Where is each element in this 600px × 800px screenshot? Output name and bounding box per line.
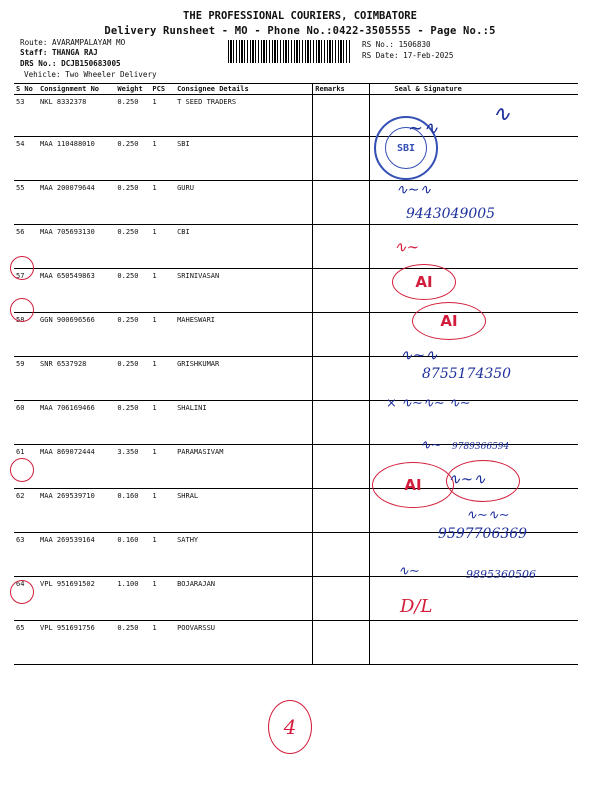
- cell-pcs: 1: [150, 95, 175, 137]
- cell-weight: 0.250: [115, 181, 150, 225]
- signature-scribble-55: ∿∼∿: [396, 182, 432, 198]
- cell-pcs: 1: [150, 225, 175, 269]
- cell-pcs: 1: [150, 533, 175, 577]
- cell-pcs: 1: [150, 269, 175, 313]
- cell-sno: 53: [14, 95, 38, 137]
- cell-weight: 0.160: [115, 489, 150, 533]
- cell-pcs: 1: [150, 577, 175, 621]
- cell-consignee: POOVARSSU: [175, 621, 313, 665]
- signature-scribble-59: ∿∼∿: [400, 346, 438, 364]
- signature-scribble-57: ∿∼: [394, 238, 420, 256]
- signature-scribble-62: ∿∼∿: [448, 470, 486, 488]
- red-mark-65: D/L: [400, 596, 433, 617]
- cell-consignment: VPL 951691756: [38, 621, 115, 665]
- cell-remarks: [313, 269, 370, 313]
- cell-consignee: SBI: [175, 137, 313, 181]
- cell-remarks: [313, 181, 370, 225]
- handwritten-phone-64: 9895360506: [466, 568, 536, 581]
- drs-label: DRS No.:: [20, 59, 57, 68]
- red-mark-62: AI: [372, 462, 454, 508]
- row-circle-57: [10, 256, 34, 280]
- handwritten-phone-55: 9443049005: [406, 206, 496, 222]
- table-row: [14, 269, 578, 313]
- cell-consignee: MAHESWARI: [175, 313, 313, 357]
- route-value: AVARAMPALAYAM MO: [52, 38, 126, 47]
- cell-weight: 0.250: [115, 401, 150, 445]
- cell-sno: 55: [14, 181, 38, 225]
- runsheet-subtitle: Delivery Runsheet - MO - Phone No.:0422-3505555 - Page No.:5: [104, 25, 496, 37]
- cell-consignee: SHRAL: [175, 489, 313, 533]
- cell-consignment: MAA 200079644: [38, 181, 115, 225]
- cell-consignee: BOJARAJAN: [175, 577, 313, 621]
- cell-consignment: MAA 110488010: [38, 137, 115, 181]
- handwritten-phone-62: 9789366594: [452, 442, 510, 452]
- cell-sno: 60: [14, 401, 38, 445]
- company-title: THE PROFESSIONAL COURIERS, COIMBATORE: [183, 10, 417, 22]
- cell-consignment: GGN 900696566: [38, 313, 115, 357]
- cell-sno: 61: [14, 445, 38, 489]
- cell-sno: 62: [14, 489, 38, 533]
- row-circle-62: [10, 458, 34, 482]
- table-row: [14, 577, 578, 621]
- cell-weight: 0.250: [115, 621, 150, 665]
- row-circle-58: [10, 298, 34, 322]
- red-mark-58: AI: [412, 302, 486, 340]
- col-consignment: Consignment No: [38, 84, 115, 95]
- cell-sno: 54: [14, 137, 38, 181]
- cell-sno: 57: [14, 269, 38, 313]
- table-header-row: [14, 84, 578, 95]
- cell-consignment: MAA 706169466: [38, 401, 115, 445]
- cell-consignment: MAA 650549863: [38, 269, 115, 313]
- route-line: [20, 38, 125, 47]
- vehicle-label: Vehicle:: [24, 70, 61, 79]
- cell-consignee: SHALINI: [175, 401, 313, 445]
- cell-remarks: [313, 577, 370, 621]
- cell-consignment: MAA 269539164: [38, 533, 115, 577]
- table-row: [14, 401, 578, 445]
- cell-weight: 0.250: [115, 95, 150, 137]
- cell-weight: 0.250: [115, 269, 150, 313]
- cell-consignee: CBI: [175, 225, 313, 269]
- vehicle-line: [24, 70, 157, 79]
- handwritten-phone-63: 9597706369: [438, 526, 528, 542]
- cell-consignee: GURU: [175, 181, 313, 225]
- cell-pcs: 1: [150, 401, 175, 445]
- cell-weight: 0.250: [115, 137, 150, 181]
- cell-consignee: T SEED TRADERS: [175, 95, 313, 137]
- rs-date-value: 17-Feb-2025: [403, 51, 454, 60]
- page-number-circle: 4: [268, 700, 312, 754]
- cell-remarks: [313, 357, 370, 401]
- row-circle-65: [10, 580, 34, 604]
- rs-no-value: 1506830: [398, 40, 431, 49]
- cell-sno: 56: [14, 225, 38, 269]
- signature-scribble-63: ∿∼∿∼: [466, 508, 510, 523]
- cell-sno: 64: [14, 577, 38, 621]
- cell-remarks: [313, 225, 370, 269]
- cell-sno: 59: [14, 357, 38, 401]
- table-row: [14, 313, 578, 357]
- red-mark-57: AI: [392, 264, 456, 300]
- cell-weight: 3.350: [115, 445, 150, 489]
- cell-sno: 58: [14, 313, 38, 357]
- cell-consignment: VPL 951691502: [38, 577, 115, 621]
- cell-remarks: [313, 95, 370, 137]
- staff-label: Staff:: [20, 48, 48, 57]
- cell-weight: 0.250: [115, 357, 150, 401]
- cell-weight: 0.160: [115, 533, 150, 577]
- staff-value: THANGA RAJ: [52, 48, 98, 57]
- signature-scribble-53b: ∿: [492, 102, 511, 127]
- vehicle-value: Two Wheeler Delivery: [65, 70, 157, 79]
- cell-pcs: 1: [150, 621, 175, 665]
- drs-value: DCJB150683005: [61, 59, 121, 68]
- cell-pcs: 1: [150, 313, 175, 357]
- cell-consignment: SNR 6537928: [38, 357, 115, 401]
- cell-consignee: PARAMASIVAM: [175, 445, 313, 489]
- cell-remarks: [313, 445, 370, 489]
- col-signature: Seal & Signature: [370, 84, 578, 95]
- cell-consignment: MAA 869072444: [38, 445, 115, 489]
- rs-date-label: RS Date:: [362, 51, 399, 60]
- barcode: [228, 40, 350, 63]
- cell-remarks: [313, 533, 370, 577]
- col-weight: Weight: [115, 84, 150, 95]
- cell-pcs: 1: [150, 181, 175, 225]
- signature-scribble-53: ∼∿: [408, 118, 439, 139]
- drs-line: [20, 59, 121, 68]
- signature-scribble-64: ∿∼: [398, 564, 420, 579]
- cell-remarks: [313, 313, 370, 357]
- cell-remarks: [313, 621, 370, 665]
- col-consignee: Consignee Details: [175, 84, 313, 95]
- cell-consignment: NKL 8332378: [38, 95, 115, 137]
- cell-sno: 63: [14, 533, 38, 577]
- cell-consignee: SATHY: [175, 533, 313, 577]
- rs-no-line: [362, 40, 431, 49]
- cell-pcs: 1: [150, 137, 175, 181]
- route-label: Route:: [20, 38, 48, 47]
- col-remarks: Remarks: [313, 84, 370, 95]
- col-sno: S No: [14, 84, 38, 95]
- bank-seal-inner: SBI: [385, 127, 427, 169]
- cell-pcs: 1: [150, 445, 175, 489]
- cell-remarks: [313, 401, 370, 445]
- signature-scribble-61: ∿∼: [420, 438, 442, 453]
- cell-weight: 1.100: [115, 577, 150, 621]
- cell-consignee: GRISHKUMAR: [175, 357, 313, 401]
- cell-weight: 0.250: [115, 225, 150, 269]
- col-pcs: PCS: [150, 84, 175, 95]
- table-row: [14, 137, 578, 181]
- signature-scribble-60: × ∿∼∿∼ ∿∼: [386, 396, 471, 411]
- cell-consignment: MAA 705693130: [38, 225, 115, 269]
- handwritten-phone-59: 8755174350: [422, 366, 512, 382]
- cell-pcs: 1: [150, 489, 175, 533]
- red-oval-62: [446, 460, 520, 502]
- cell-remarks: [313, 489, 370, 533]
- rs-date-line: [362, 51, 453, 60]
- rs-no-label: RS No.:: [362, 40, 395, 49]
- cell-sno: 65: [14, 621, 38, 665]
- cell-pcs: 1: [150, 357, 175, 401]
- cell-consignee: SRINIVASAN: [175, 269, 313, 313]
- cell-signature: [370, 621, 578, 665]
- cell-remarks: [313, 137, 370, 181]
- cell-weight: 0.250: [115, 313, 150, 357]
- table-row: [14, 621, 578, 665]
- staff-line: [20, 48, 98, 57]
- cell-consignment: MAA 269539710: [38, 489, 115, 533]
- table-row: [14, 225, 578, 269]
